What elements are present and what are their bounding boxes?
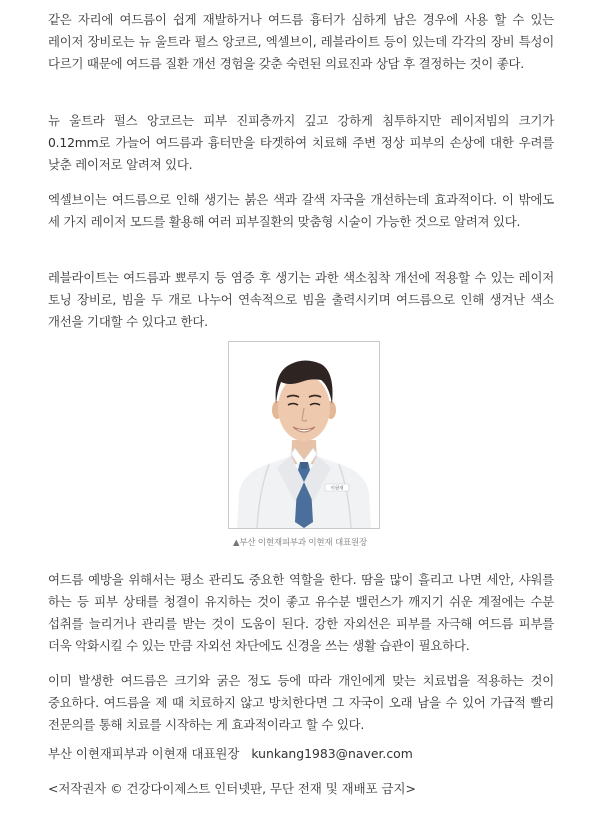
paragraph-excel-v: 엑셀브이는 여드름으로 인해 생기는 붉은 색과 갈색 자국을 개선하는데 효과적이다. 이 밖에도 세 가지 레이저 모드를 활용해 여러 피부질환의 맞춤형 시술이 가능한 것으로 알려져 있다.: [48, 192, 554, 229]
author-signature: [48, 744, 413, 762]
doctor-portrait-photo: [228, 341, 380, 529]
paragraph-laser-intro: 같은 자리에 여드름이 쉽게 재발하거나 여드름 흉터가 심하게 남은 경우에 사용 할 수 있는 레이저 장비로는 뉴 울트라 펄스 앙코르, 엑셀브이, 레블라이트 등이 있는데 각각의 장비 특성이 다르기 때문에 여드름 질환 개선 경험을 갖춘 숙련된 의료진과 상담 후 결정하는 것이 좋다.: [48, 12, 554, 71]
paragraph-prevention: 여드름 예방을 위해서는 평소 관리도 중요한 역할을 한다. 땀을 많이 흘리고 나면 세안, 샤워를 하는 등 피부 상태를 청결이 유지하는 것이 좋고 유수분 밸런스가 깨지기 쉬운 계절에는 수분 섭취를 늘리거나 관리를 받는 것이 도움이 된다. 강한 자외선은 피부를 자극해 여드름 피부를 더욱 악화시킬 수 있는 만큼 자외선 차단에도 신경을 쓰는 생활 습관이 필요하다.: [48, 572, 554, 653]
paragraph-ultra-pulse: 뉴 울트라 펄스 앙코르는 피부 진피층까지 깊고 강하게 침투하지만 레이저빔의 크기가 0.12mm로 가늘어 여드름과 흉터만을 타겟하여 치료해 주변 정상 피부의 손상에 대한 우려를 낮춘 레이저로 알려져 있다.: [48, 113, 554, 172]
paragraph-revlite: 레블라이트는 여드름과 뾰루지 등 염증 후 생기는 과한 색소침착 개선에 적용할 수 있는 레이저 토닝 장비로, 빔을 두 개로 나누어 연속적으로 빔을 출력시키며 여드름으로 인해 생겨난 색소 개선을 기대할 수 있다고 한다.: [48, 270, 554, 329]
photo-caption: ▲부산 이현재피부과 이현재 대표원장: [232, 538, 367, 548]
copyright-notice: <저작권자 © 건강다이제스트 인터넷판, 무단 전재 및 재배포 금지>: [48, 781, 416, 796]
author-email-link[interactable]: kunkang1983@naver.com: [251, 746, 413, 761]
paragraph-treatment: 이미 발생한 여드름은 크기와 굵은 정도 등에 따라 개인에게 맞는 치료법을 적용하는 것이 중요하다. 여드름을 제 때 치료하지 않고 방치한다면 그 자국이 오래 남을 수 있어 가급적 빨리 전문의를 통해 치료를 시작하는 게 효과적이라고 할 수 있다.: [48, 673, 554, 732]
name-badge-text: 이현재: [330, 486, 344, 492]
author-name: 부산 이현재피부과 이현재 대표원장: [48, 746, 240, 761]
